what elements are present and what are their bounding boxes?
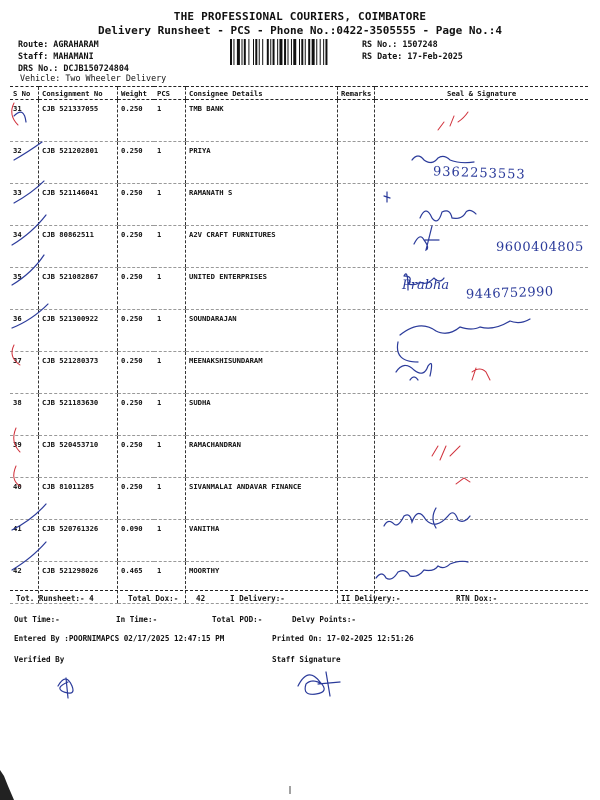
signature-34 xyxy=(414,226,439,250)
vehicle: Vehicle: Two Wheeler Delivery xyxy=(20,73,167,83)
runsheet-subtitle: Delivery Runsheet - PCS - Phone No.:0422-3505555 - Page No.:4 xyxy=(98,24,502,37)
ii-delivery: II Delivery:- xyxy=(341,594,401,603)
rtn-dox: RTN Dox:- xyxy=(456,594,498,603)
in-time: In Time:- xyxy=(116,615,158,624)
row-sno: 35 xyxy=(10,268,39,310)
staff-signature-mark xyxy=(298,672,340,696)
row-weight: 0.250 xyxy=(118,100,155,142)
col-weight: Weight xyxy=(118,87,155,100)
tick-mark xyxy=(12,504,46,530)
row-weight: 0.090 xyxy=(118,520,155,562)
row-consignment: CJB 521202801 xyxy=(39,142,118,184)
signature-37-red xyxy=(472,368,490,380)
row-consignment: CJB 521146041 xyxy=(39,184,118,226)
total-dox-value: 42 xyxy=(196,594,206,603)
route: Route: AGRAHARAM xyxy=(18,39,99,49)
row-consignee: RAMACHANDRAN xyxy=(186,436,338,478)
row-pcs: 1 xyxy=(154,100,186,142)
row-consignment: CJB 521337055 xyxy=(39,100,118,142)
row-weight: 0.250 xyxy=(118,352,155,394)
signature-31 xyxy=(438,112,468,130)
row-weight: 0.250 xyxy=(118,478,155,520)
row-consignee: SIVANMALAI ANDAVAR FINANCE xyxy=(186,478,338,520)
row-sno: 41 xyxy=(10,520,39,562)
row-weight: 0.250 xyxy=(118,226,155,268)
footer-divider xyxy=(10,590,588,591)
entered-by: Entered By :POORNIMAPCS 02/17/2025 12:47:15 PM xyxy=(14,634,225,643)
tick-mark xyxy=(12,542,46,570)
row-consignee: MOORTHY xyxy=(186,562,338,604)
tick-mark xyxy=(14,181,44,203)
row-sno: 32 xyxy=(10,142,39,184)
row-sno: 36 xyxy=(10,310,39,352)
row-consignee: MEENAKSHISUNDARAM xyxy=(186,352,338,394)
tick-mark xyxy=(14,142,42,160)
tick-mark xyxy=(14,428,20,452)
total-pod: Total POD:- xyxy=(212,615,263,624)
tick-mark xyxy=(12,304,48,328)
row-consignee: A2V CRAFT FURNITURES xyxy=(186,226,338,268)
out-time: Out Time:- xyxy=(14,615,60,624)
row-consignment: CJB 521280373 xyxy=(39,352,118,394)
company-title: THE PROFESSIONAL COURIERS, COIMBATORE xyxy=(173,10,427,23)
signature-40-red xyxy=(432,446,460,460)
row-sno: 33 xyxy=(10,184,39,226)
i-delivery: I Delivery:- xyxy=(230,594,285,603)
row-pcs: 1 xyxy=(154,268,186,310)
scan-artifact xyxy=(0,770,14,800)
row-pcs: 1 xyxy=(154,436,186,478)
row-weight: 0.250 xyxy=(118,184,155,226)
row-pcs: 1 xyxy=(154,352,186,394)
row-consignee: TMB BANK xyxy=(186,100,338,142)
row-pcs: 1 xyxy=(154,562,186,604)
row-sno: 38 xyxy=(10,394,39,436)
row-consignee: PRIYA xyxy=(186,142,338,184)
verified-signature xyxy=(58,678,73,698)
row-consignment: CJB 521298026 xyxy=(39,562,118,604)
tick-mark xyxy=(12,215,46,245)
row-sno: 40 xyxy=(10,478,39,520)
row-consignment: CJB 521300922 xyxy=(39,310,118,352)
row-pcs: 1 xyxy=(154,142,186,184)
signature-33 xyxy=(420,210,476,221)
row-consignment: CJB 521082867 xyxy=(39,268,118,310)
tot-runsheet: Tot. Runsheet:- 4 xyxy=(16,594,94,603)
row-pcs: 1 xyxy=(154,226,186,268)
row-pcs: 1 xyxy=(154,310,186,352)
row-consignment: CJB 520761326 xyxy=(39,520,118,562)
row-weight: 0.250 xyxy=(118,268,155,310)
row-sno: 37 xyxy=(10,352,39,394)
signature-32 xyxy=(412,156,474,163)
col-consignee: Consignee Details xyxy=(186,87,338,100)
handwritten-name-35: Prabha xyxy=(402,278,450,293)
col-pcs: PCS xyxy=(154,87,186,100)
row-sno: 31 xyxy=(10,100,39,142)
signature-36 xyxy=(397,319,530,362)
rs-date: RS Date: 17-Feb-2025 xyxy=(362,51,463,61)
delvy-points: Delvy Points:- xyxy=(292,615,357,624)
total-dox-label: Total Dox:- xyxy=(128,594,179,603)
row-weight: 0.465 xyxy=(118,562,155,604)
verified-by: Verified By xyxy=(14,655,65,664)
row-consignment: CJB 521183630 xyxy=(39,394,118,436)
handwritten-phone-34: 9600404805 xyxy=(496,240,584,255)
row-consignee: RAMANATH S xyxy=(186,184,338,226)
row-consignee: VANITHA xyxy=(186,520,338,562)
col-seal: Seal & Signature xyxy=(375,87,588,100)
row-pcs: 1 xyxy=(154,184,186,226)
rs-no: RS No.: 1507248 xyxy=(362,39,438,49)
row-consignee: SUDHA xyxy=(186,394,338,436)
signature-42 xyxy=(376,561,468,579)
tick-mark xyxy=(12,255,44,285)
row-pcs: 1 xyxy=(154,520,186,562)
row-consignment: CJB 520453710 xyxy=(39,436,118,478)
row-weight: 0.250 xyxy=(118,394,155,436)
row-weight: 0.250 xyxy=(118,310,155,352)
row-sno: 42 xyxy=(10,562,39,604)
tick-mark xyxy=(14,466,20,486)
row-weight: 0.250 xyxy=(118,436,155,478)
row-sno: 34 xyxy=(10,226,39,268)
signature-40-red-2 xyxy=(456,478,470,484)
drs-no: DRS No.: DCJB150724804 xyxy=(18,63,129,73)
handwritten-phone-32: 9362253553 xyxy=(432,164,526,183)
staff: Staff: MAHAMANI xyxy=(18,51,94,61)
col-consignment: Consignment No xyxy=(39,87,118,100)
printed-on: Printed On: 17-02-2025 12:51:26 xyxy=(272,634,414,643)
signature-33-mark xyxy=(384,192,390,202)
row-pcs: 1 xyxy=(154,394,186,436)
tick-mark xyxy=(12,345,20,365)
signature-41 xyxy=(384,508,470,528)
tick-mark xyxy=(14,112,26,122)
handwritten-phone-35: 9446752990 xyxy=(465,284,554,303)
row-consignment: CJB 81011285 xyxy=(39,478,118,520)
col-sno: S No xyxy=(10,87,39,100)
staff-signature: Staff Signature xyxy=(272,655,341,664)
row-consignee: UNITED ENTERPRISES xyxy=(186,268,338,310)
row-pcs: 1 xyxy=(154,478,186,520)
row-consignee: SOUNDARAJAN xyxy=(186,310,338,352)
col-remarks: Remarks xyxy=(338,87,375,100)
row-sno: 39 xyxy=(10,436,39,478)
signature-37 xyxy=(396,364,432,380)
row-weight: 0.250 xyxy=(118,142,155,184)
row-consignment: CJB 80862511 xyxy=(39,226,118,268)
